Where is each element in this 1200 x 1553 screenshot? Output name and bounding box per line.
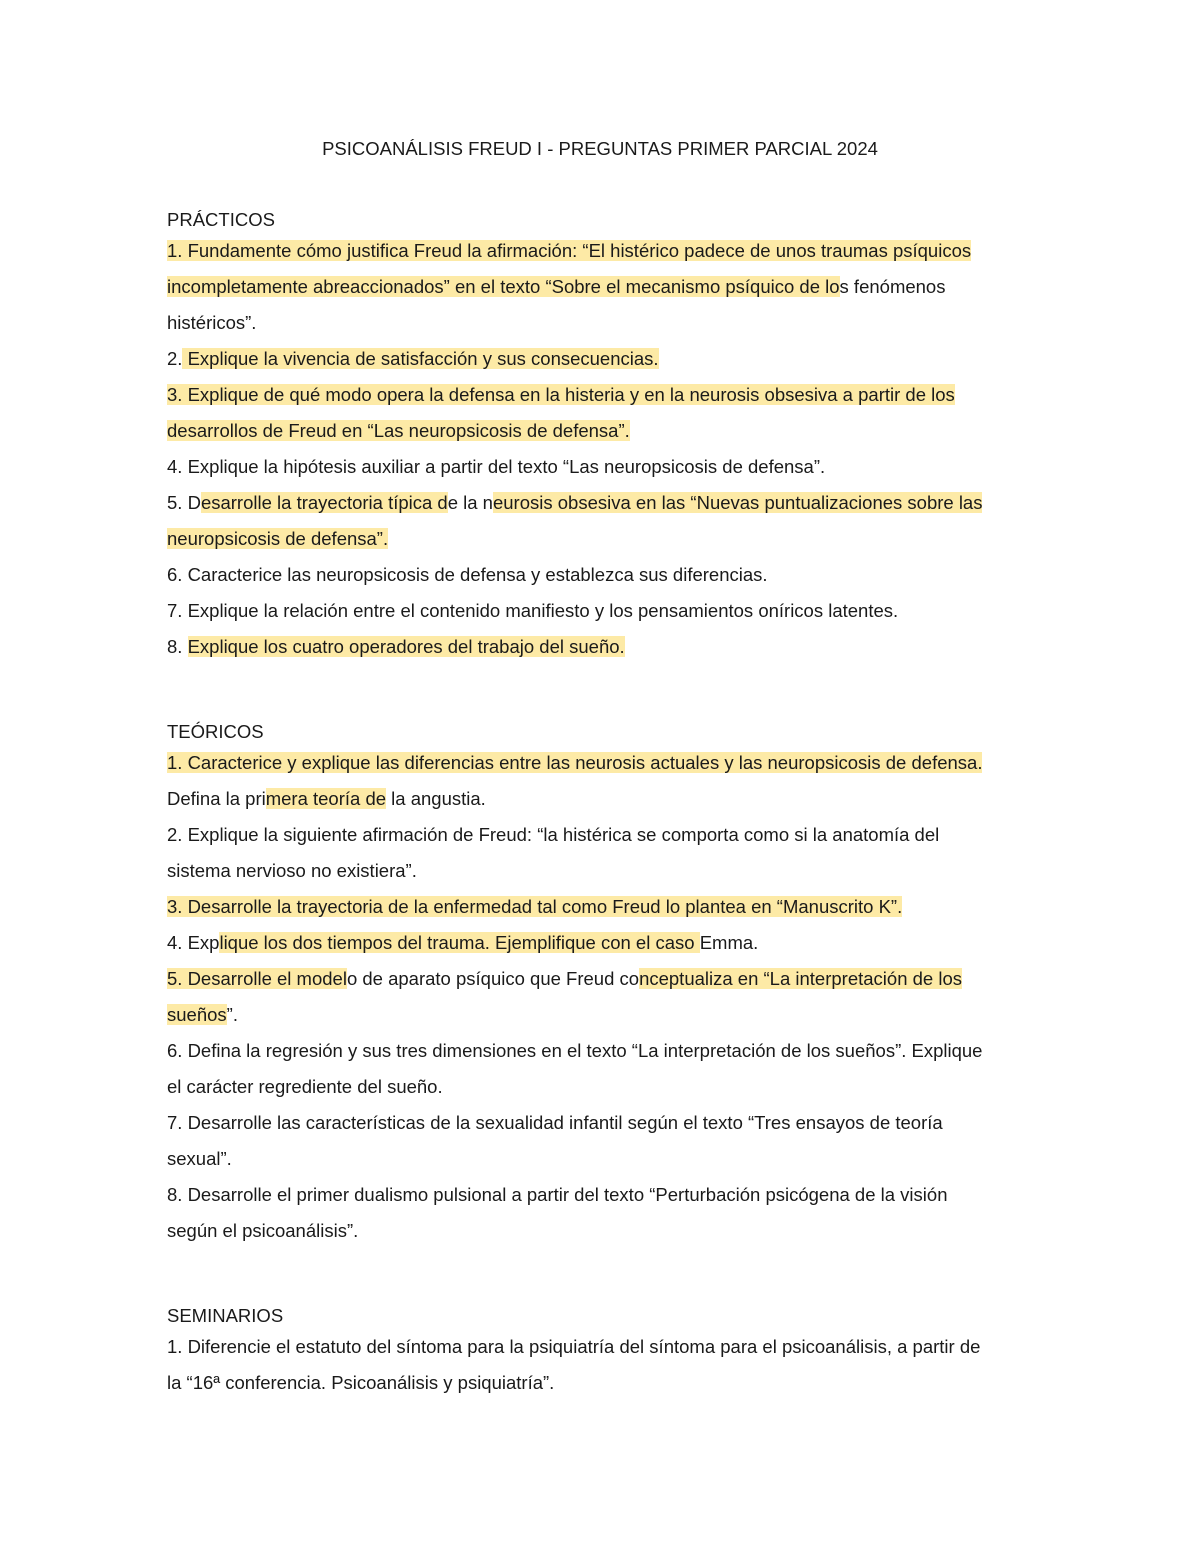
highlighted-text: Explique la vivencia de satisfacción y sus consecuencias. bbox=[182, 348, 659, 369]
plain-text: 4. Exp bbox=[167, 932, 220, 953]
teoricos-question-2-line-1: 2. Explique la siguiente afirmación de Freud: “la histérica se comporta como si la anatomía del bbox=[167, 824, 940, 845]
highlighted-text: eurosis obsesiva en las “Nuevas puntualizaciones sobre las bbox=[492, 492, 983, 513]
teoricos-question-6-line-2: el carácter regrediente del sueño. bbox=[167, 1076, 443, 1097]
teoricos-question-6-line-1: 6. Defina la regresión y sus tres dimensiones en el texto “La interpretación de los sueños”. Explique bbox=[167, 1040, 983, 1061]
practicos-question-3-line-2 bbox=[167, 413, 1047, 449]
practicos-question-4: 4. Explique la hipótesis auxiliar a partir del texto “Las neuropsicosis de defensa”. bbox=[167, 456, 826, 477]
practicos-question-1-line-1 bbox=[167, 233, 1047, 269]
section-spacer bbox=[167, 1249, 1047, 1302]
practicos-question-3-line-1 bbox=[167, 377, 1047, 413]
highlighted-text: esarrolle la trayectoria típica d bbox=[200, 492, 448, 513]
section-heading-seminarios: SEMINARIOS bbox=[167, 1305, 284, 1326]
highlighted-text: neuropsicosis de defensa”. bbox=[167, 528, 389, 549]
section-heading-teoricos: TEÓRICOS bbox=[167, 721, 264, 742]
plain-text: ”. bbox=[226, 1004, 238, 1025]
plain-text: Emma. bbox=[699, 932, 759, 953]
practicos-question-8 bbox=[167, 629, 1047, 665]
highlighted-text: incompletamente abreaccionados” en el texto “Sobre el mecanismo psíquico de lo bbox=[167, 276, 840, 297]
teoricos-question-3 bbox=[167, 889, 1047, 925]
section-spacer bbox=[167, 665, 1047, 718]
plain-text: 8. bbox=[167, 636, 188, 657]
practicos-question-5-line-1 bbox=[167, 485, 1047, 521]
highlighted-text: 1. Fundamente cómo justifica Freud la afirmación: “El histérico padece de unos traumas psíquicos bbox=[167, 240, 972, 261]
highlighted-text: lique los dos tiempos del trauma. Ejemplifique con el caso bbox=[219, 932, 700, 953]
teoricos-question-5-line-1 bbox=[167, 961, 1047, 997]
plain-text: s fenómenos bbox=[839, 276, 946, 297]
highlighted-text: desarrollos de Freud en “Las neuropsicosis de defensa”. bbox=[167, 420, 630, 441]
practicos-question-5-line-2 bbox=[167, 521, 1047, 557]
highlighted-text: 3. Explique de qué modo opera la defensa en la histeria y en la neurosis obsesiva a partir de los bbox=[167, 384, 955, 405]
document-body bbox=[167, 206, 1047, 1401]
document-title: PSICOANÁLISIS FREUD I - PREGUNTAS PRIMER PARCIAL 2024 bbox=[322, 138, 878, 159]
practicos-question-1-line-2 bbox=[167, 269, 1047, 305]
practicos-question-7: 7. Explique la relación entre el contenido manifiesto y los pensamientos oníricos latentes. bbox=[167, 600, 899, 621]
teoricos-question-8-line-1: 8. Desarrolle el primer dualismo pulsional a partir del texto “Perturbación psicógena de la visión bbox=[167, 1184, 948, 1205]
highlighted-text: Explique los cuatro operadores del trabajo del sueño. bbox=[187, 636, 625, 657]
highlighted-text: nceptualiza en “La interpretación de los bbox=[639, 968, 962, 989]
teoricos-question-7-line-1: 7. Desarrolle las características de la sexualidad infantil según el texto “Tres ensayos de teoría bbox=[167, 1112, 943, 1133]
teoricos-question-7-line-2: sexual”. bbox=[167, 1148, 232, 1169]
practicos-question-2 bbox=[167, 341, 1047, 377]
plain-text: e la n bbox=[447, 492, 493, 513]
seminarios-question-1-line-2: la “16ª conferencia. Psicoanálisis y psiquiatría”. bbox=[167, 1372, 555, 1393]
teoricos-question-8-line-2: según el psicoanálisis”. bbox=[167, 1220, 359, 1241]
plain-text: la angustia. bbox=[386, 788, 486, 809]
teoricos-question-5-line-2 bbox=[167, 997, 1047, 1033]
plain-text: 5. D bbox=[167, 492, 201, 513]
highlighted-text: mera teoría de bbox=[265, 788, 387, 809]
practicos-question-6: 6. Caracterice las neuropsicosis de defensa y establezca sus diferencias. bbox=[167, 564, 768, 585]
plain-text: Defina la pri bbox=[167, 788, 266, 809]
teoricos-question-1-line-2 bbox=[167, 781, 1047, 817]
plain-text: o de apara bbox=[346, 968, 436, 989]
seminarios-question-1-line-1: 1. Diferencie el estatuto del síntoma para la psiquiatría del síntoma para el psicoanálisis, a partir de bbox=[167, 1336, 981, 1357]
highlighted-text: 1. Caracterice y explique las diferencias entre las neurosis actuales y las neuropsicosis de defensa. bbox=[167, 752, 983, 773]
practicos-question-1-line-3: histéricos”. bbox=[167, 312, 257, 333]
teoricos-question-2-line-2: sistema nervioso no existiera”. bbox=[167, 860, 417, 881]
section-heading-practicos: PRÁCTICOS bbox=[167, 209, 275, 230]
teoricos-question-4 bbox=[167, 925, 1047, 961]
highlighted-text: 3. Desarrolle la trayectoria de la enfermedad tal como Freud lo plantea en “Manuscrito K”. bbox=[167, 896, 903, 917]
teoricos-question-1-line-1 bbox=[167, 745, 1047, 781]
plain-text: 2. bbox=[167, 348, 183, 369]
highlighted-text: 5. Desarrolle el model bbox=[167, 968, 347, 989]
highlighted-text: sueños bbox=[167, 1004, 227, 1025]
plain-text: to psíquico que Freud co bbox=[435, 968, 640, 989]
